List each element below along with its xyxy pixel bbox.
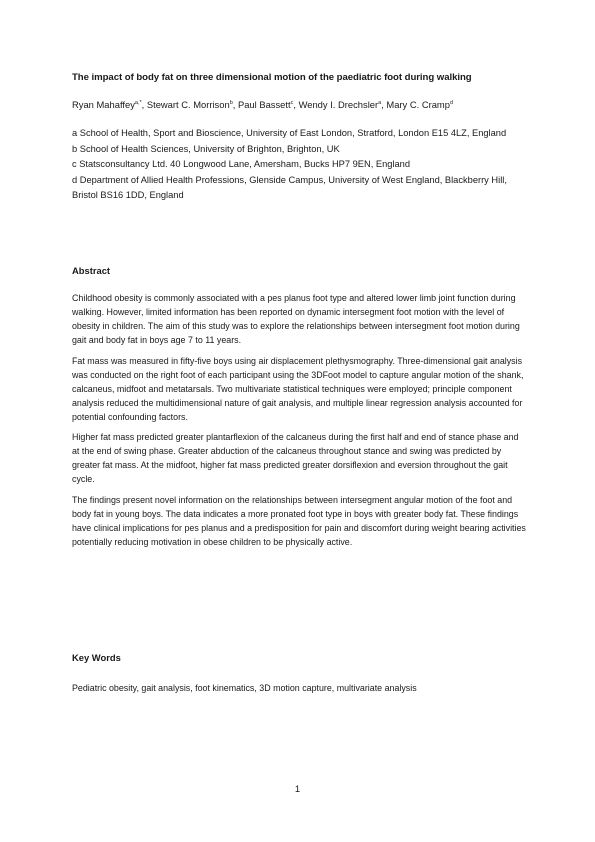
page-number: 1 [294, 783, 301, 794]
abstract-heading: Abstract [72, 265, 111, 276]
keywords-heading: Key Words [72, 652, 121, 663]
affiliation-b: b School of Health Sciences, University of Brighton, Brighton, UK [72, 143, 340, 154]
abstract-paragraph: Childhood obesity is commonly associated with a pes planus foot type and altered lower limb joint function during walking. However, limited information has been reported on dynamic intersegment foot motion with the level of obesity in children. The aim of this study was to explore the relationships between intersegment foot motion during gait and body fat in boys age 7 to 11 years. [72, 293, 520, 345]
abstract-paragraph: Higher fat mass predicted greater plantarflexion of the calcaneus during the first half and end of stance phase and at the end of swing phase. Greater abduction of the calcaneus throughout stance and swing was predicted by greater fat mass. At the midfoot, higher fat mass predicted greater dorsiflexion and eversion throughout the gait cycle. [72, 432, 519, 484]
paper-title: The impact of body fat on three dimensional motion of the paediatric foot during walking [72, 72, 472, 83]
affiliation-list [72, 126, 532, 204]
affiliation-c: c Statsconsultancy Ltd. 40 Longwood Lane, Amersham, Bucks HP7 9EN, England [72, 159, 410, 170]
author-list [72, 99, 453, 110]
author: Stewart C. Morrison$^b$, [146, 99, 238, 110]
abstract-body [72, 291, 527, 555]
author: Wendy I. Drechsler$^a$, [298, 99, 387, 110]
abstract-paragraph: Fat mass was measured in fifty-five boys using air displacement plethysmography. Three-dimensional gait analysis was conducted on the right foot of each participant using the 3DFoot model to capture angular motion of the shank, calcaneus, midfoot and metatarsals. Two multivariate statistical techniques were employed; principle component analysis reduced the multidimensional nature of gait analysis, and multiple linear regression analysis accounted for potential confounding factors. [72, 355, 524, 422]
keywords-text: Pediatric obesity, gait analysis, foot kinematics, 3D motion capture, multivariate analysis [72, 683, 417, 693]
affiliation-a: a School of Health, Sport and Bioscience, University of East London, Stratford, London E15 4LZ, England [72, 128, 507, 138]
abstract-paragraph: The findings present novel information on the relationships between intersegment angular motion of the foot and body fat in young boys. The data indicates a more pronated foot type in boys with greater body fat. These findings have clinical implications for pes planus and a predisposition for pain and discomfort during weight bearing activities potentially reducing motivation in obese children to be physically active. [72, 494, 526, 547]
author: Mary C. Cramp$^d$ [386, 99, 454, 110]
affiliation-d: d Department of Allied Health Professions, Glenside Campus, University of West England, Blackberry Hill, Bristol BS16 1DD, England [72, 174, 507, 201]
author: Ryan Mahaffey$^{a,*}$, [72, 99, 147, 110]
author: Paul Bassett$^c$, [237, 99, 299, 110]
